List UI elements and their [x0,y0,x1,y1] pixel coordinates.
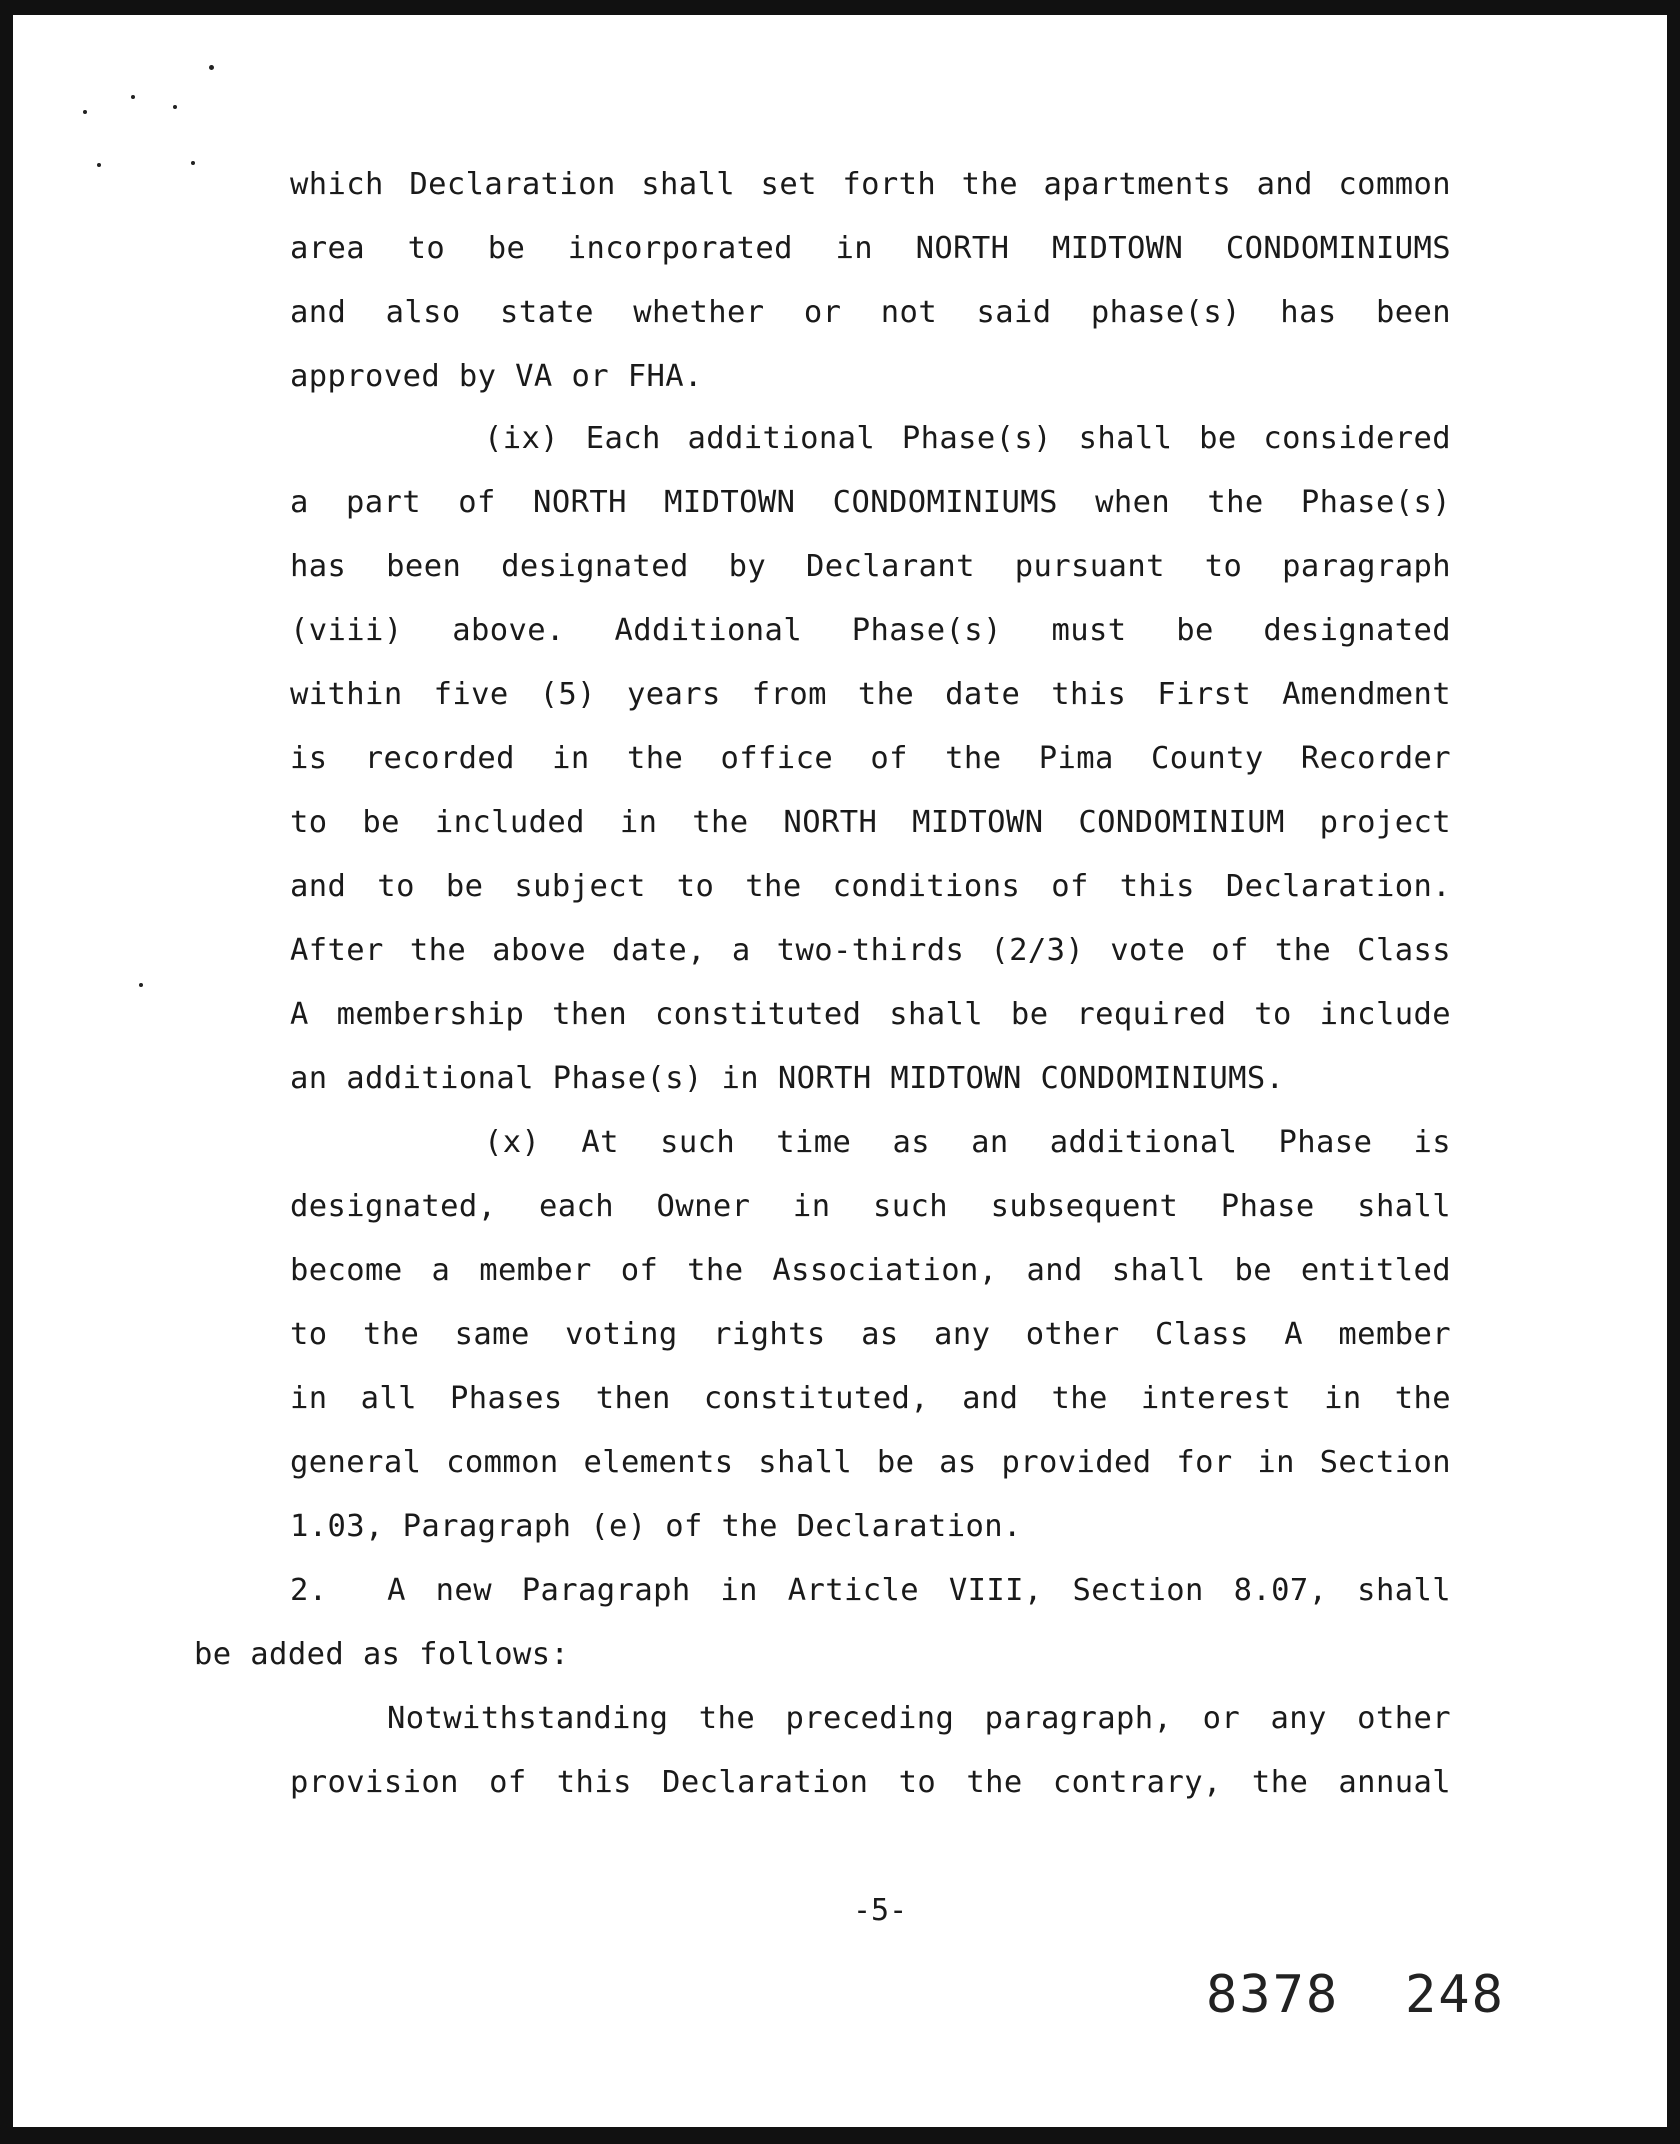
text-line: is recorded in the office of the Pima County Recorder [290,741,1451,776]
text-line: Notwithstanding the preceding paragraph, or any other [387,1701,1451,1736]
text-line: (ix) Each additional Phase(s) shall be considered [484,421,1451,456]
text-line: and also state whether or not said phase(s) has been [290,295,1451,330]
text-line: be added as follows: [194,1637,570,1672]
text-line: (viii) above. Additional Phase(s) must be designated [290,613,1451,648]
text-line: to the same voting rights as any other Class A member [290,1317,1451,1352]
text-line: provision of this Declaration to the contrary, the annual [290,1765,1451,1800]
text-line: A membership then constituted shall be required to include [290,997,1451,1032]
text-line: within five (5) years from the date this First Amendment [290,677,1451,712]
text-line: After the above date, a two-thirds (2/3) vote of the Class [290,933,1451,968]
docket-page-number: 248 [1405,1965,1505,2025]
text-line: area to be incorporated in NORTH MIDTOWN CONDOMINIUMS [290,231,1451,266]
text-line: become a member of the Association, and shall be entitled [290,1253,1451,1288]
text-line: approved by VA or FHA. [290,359,703,394]
text-line: to be included in the NORTH MIDTOWN CONDOMINIUM project [290,805,1451,840]
text-line: has been designated by Declarant pursuant to paragraph [290,549,1451,584]
text-line: (x) At such time as an additional Phase is [484,1125,1451,1160]
text-line: general common elements shall be as provided for in Section [290,1445,1451,1480]
text-line: and to be subject to the conditions of this Declaration. [290,869,1451,904]
page-number: -5- [853,1893,908,1928]
text-line: an additional Phase(s) in NORTH MIDTOWN CONDOMINIUMS. [290,1061,1285,1096]
text-line: 1.03, Paragraph (e) of the Declaration. [290,1509,1022,1544]
text-line: a part of NORTH MIDTOWN CONDOMINIUMS when the Phase(s) [290,485,1451,520]
document-page [13,15,1667,2127]
text-line: designated, each Owner in such subsequent Phase shall [290,1189,1451,1224]
text-line: in all Phases then constituted, and the interest in the [290,1381,1451,1416]
text-line: 2. A new Paragraph in Article VIII, Section 8.07, shall [290,1573,1451,1608]
docket-book-number: 8378 [1206,1965,1340,2025]
text-line: which Declaration shall set forth the apartments and common [290,167,1451,202]
